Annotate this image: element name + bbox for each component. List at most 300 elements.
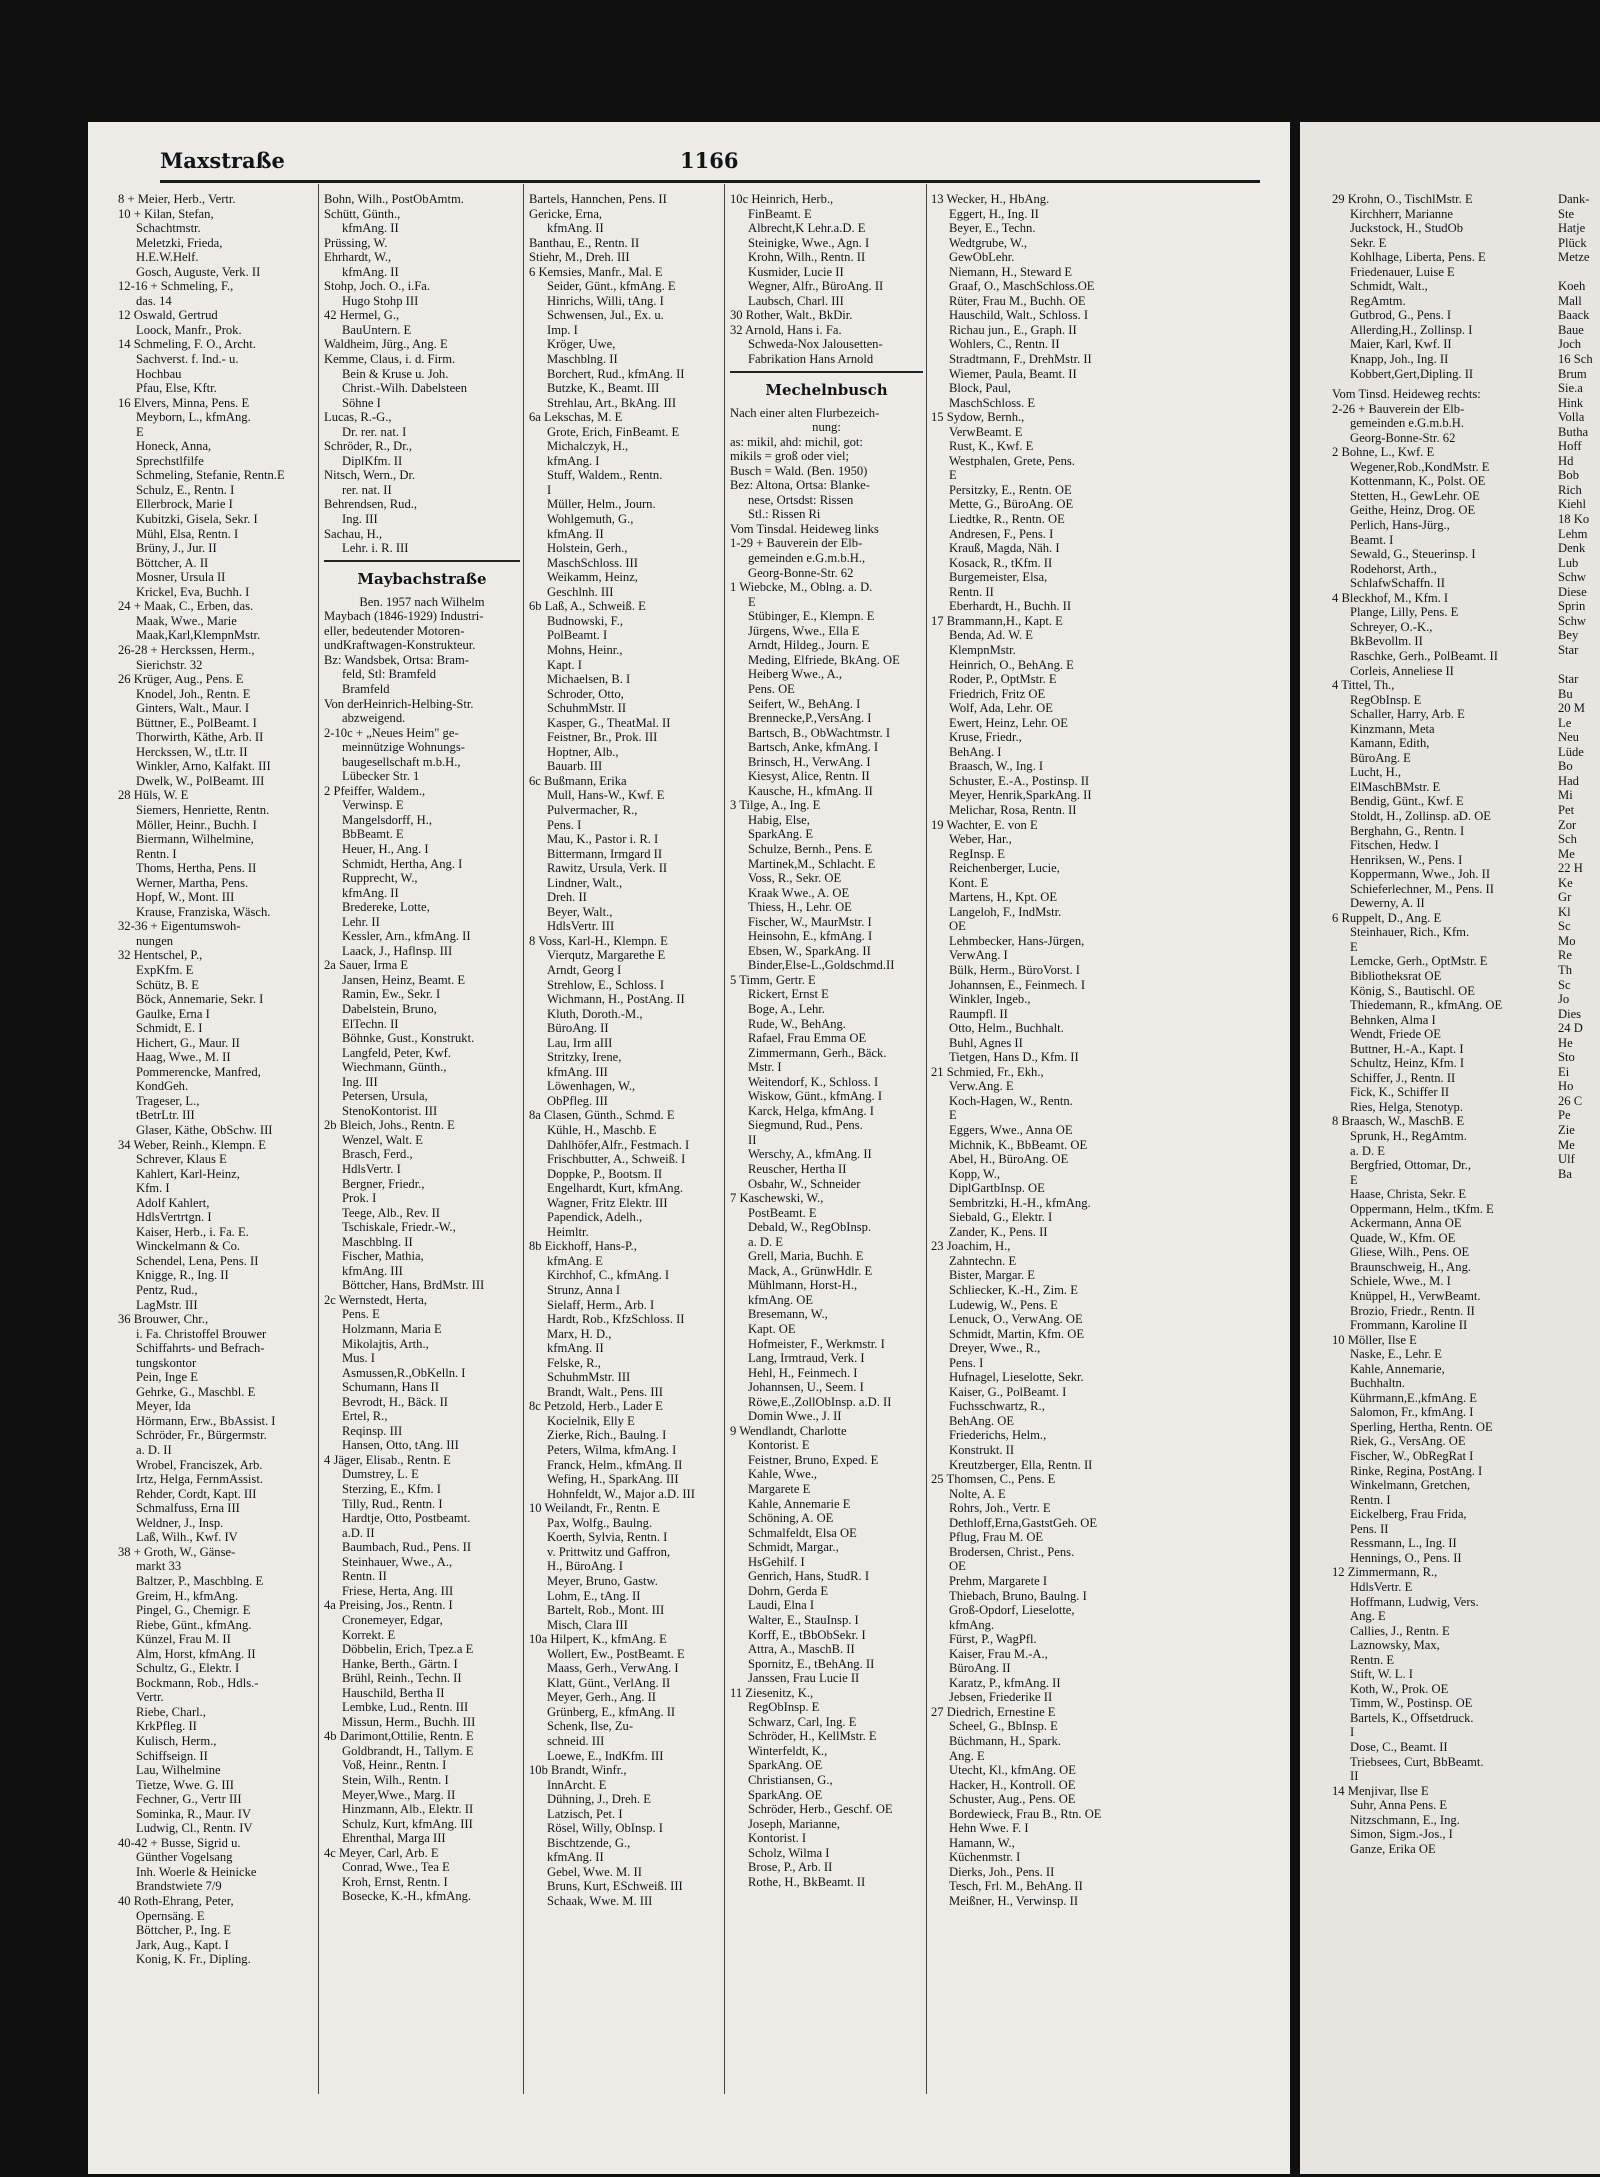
directory-entry: Papendick, Adelh.,	[547, 1210, 643, 1225]
directory-entry: E	[949, 1108, 957, 1123]
directory-entry: Büttner, E., PolBeamt. I	[136, 715, 257, 730]
directory-entry: Kausche, H., kfmAng. II	[748, 783, 873, 798]
directory-entry: Rupprecht, W.,	[342, 871, 418, 886]
directory-entry: Wegner, Alfr., BüroAng. II	[748, 279, 884, 294]
directory-entry: Behnken, Alma I	[1350, 1012, 1436, 1027]
next-page-column	[1332, 192, 1532, 2122]
directory-entry: 10 + Kilan, Stefan,	[118, 206, 214, 221]
directory-entry: Beyer, E., Techn.	[949, 221, 1036, 236]
directory-entry: 12 Oswald, Gertrud	[118, 308, 218, 323]
directory-entry: Pax, Wolfg., Baulng.	[547, 1515, 653, 1530]
directory-entry: Pens. E	[342, 1307, 380, 1322]
directory-entry: 8 Braasch, W., MaschB. E	[1332, 1114, 1465, 1129]
directory-entry: 36 Brouwer, Chr.,	[118, 1312, 209, 1327]
cut-entry: Ste	[1558, 206, 1575, 221]
cut-entry: Brum	[1558, 366, 1587, 381]
directory-entry: Salomon, Fr., kfmAng. I	[1350, 1405, 1474, 1420]
directory-entry: Rothe, H., BkBeamt. II	[748, 1874, 866, 1889]
directory-entry: Westphalen, Grete, Pens.	[949, 453, 1075, 468]
directory-entry: BehAng. I	[949, 744, 1002, 759]
directory-entry: 13 Wecker, H., HbAng.	[931, 192, 1050, 206]
directory-entry: Bez: Altona, Ortsa: Blanke-	[730, 478, 870, 493]
directory-entry: Riebe, Charl.,	[136, 1704, 206, 1719]
directory-entry: Michaelsen, B. I	[547, 672, 631, 687]
directory-entry: Schmidt, Walt.,	[1350, 279, 1428, 294]
directory-entry: mikils = groß oder viel;	[730, 449, 850, 464]
directory-entry: Scheel, G., BbInsp. E	[949, 1719, 1058, 1734]
directory-entry: Hoffmann, Ludwig, Vers.	[1350, 1594, 1479, 1609]
directory-entry: Missun, Herm., Buchh. III	[342, 1714, 476, 1729]
directory-entry: Kaiser, G., PolBeamt. I	[949, 1384, 1067, 1399]
directory-entry: Löwenhagen, W.,	[547, 1079, 636, 1094]
directory-entry: Schieferlechner, M., Pens. II	[1350, 881, 1494, 896]
directory-entry: Lenuck, O., VerwAng. OE	[949, 1312, 1083, 1327]
directory-entry: Braasch, W., Ing. I	[949, 759, 1044, 774]
directory-entry: Wefing, H., SparkAng. III	[547, 1472, 679, 1487]
directory-entry: Beamt. I	[1350, 532, 1394, 547]
directory-entry: Herckssen, W., tLtr. II	[136, 744, 248, 759]
directory-entry: Wendt, Friede OE	[1350, 1027, 1441, 1042]
directory-entry: kfmAng. II	[547, 221, 604, 236]
directory-entry: H., BüroAng. I	[547, 1559, 623, 1574]
directory-entry: 10b Brandt, Winfr.,	[529, 1763, 627, 1778]
directory-entry: Gliese, Wilh., Pens. OE	[1350, 1245, 1470, 1260]
directory-entry: Schöning, A. OE	[748, 1511, 834, 1526]
directory-entry: Strehlau, Art., BkAng. III	[547, 395, 677, 410]
directory-entry: kfmAng. II	[547, 526, 604, 541]
directory-entry: 6a Lekschas, M. E	[529, 410, 623, 425]
cut-entry: 26 C	[1558, 1093, 1583, 1108]
directory-entry: Schiffseign. II	[136, 1748, 208, 1763]
directory-entry: Misch, Clara III	[547, 1617, 628, 1632]
directory-entry: Wagner, Fritz Elektr. III	[547, 1195, 668, 1210]
directory-entry: Juckstock, H., StudOb	[1350, 221, 1463, 236]
cut-entry: Pet	[1558, 802, 1575, 817]
directory-entry: RegAmtm.	[1350, 293, 1406, 308]
cut-entry: Sch	[1558, 832, 1577, 847]
directory-entry: Hörmann, Erw., BbAssist. I	[136, 1413, 276, 1428]
cut-entry: Sc	[1558, 919, 1571, 934]
directory-entry: Schröder, R., Dr.,	[324, 439, 412, 454]
directory-entry: Utecht, Kl., kfmAng. OE	[949, 1763, 1076, 1778]
directory-entry: Bister, Margar. E	[949, 1268, 1036, 1283]
directory-entry: Vertr.	[136, 1690, 164, 1705]
directory-entry: 40 Roth-Ehrang, Peter,	[118, 1893, 234, 1908]
directory-entry: nung:	[812, 420, 841, 435]
directory-entry: Verw.Ang. E	[949, 1079, 1014, 1094]
directory-entry: Müller, Helm., Journ.	[547, 497, 656, 512]
directory-entry: Bischtzende, G.,	[547, 1835, 631, 1850]
directory-entry: Graaf, O., MaschSchloss.OE	[949, 279, 1095, 294]
directory-entry: Schmalfuss, Erna III	[136, 1501, 240, 1516]
directory-entry: Heinsohn, E., kfmAng. I	[748, 929, 873, 944]
directory-entry: 15 Sydow, Bernh.,	[931, 410, 1025, 425]
directory-entry: Tesch, Frl. M., BehAng. II	[949, 1879, 1083, 1894]
directory-entry: E	[1350, 1172, 1358, 1187]
directory-entry: 2b Bleich, Johs., Rentn. E	[324, 1118, 455, 1133]
directory-entry: Ben. 1957 nach Wilhelm	[359, 594, 485, 609]
directory-entry: 17 Brammann,H., Kapt. E	[931, 613, 1063, 628]
directory-entry: 4a Preising, Jos., Rentn. I	[324, 1598, 453, 1613]
directory-entry: kfmAng. III	[342, 1263, 403, 1278]
cut-entry: Zor	[1558, 817, 1577, 832]
directory-entry: Schultz, G., Elektr. I	[136, 1661, 240, 1676]
directory-entry: Jark, Aug., Kapt. I	[136, 1937, 229, 1952]
directory-entry: nese, Ortsdst: Rissen	[748, 492, 854, 507]
directory-entry: Kührmann,E.,kfmAng. E	[1350, 1390, 1477, 1405]
directory-entry: kfmAng. III	[547, 1064, 608, 1079]
directory-entry: Melichar, Rosa, Rentn. II	[949, 802, 1077, 817]
directory-entry: Stübinger, E., Klempn. E	[748, 609, 875, 624]
directory-entry: Stl.: Rissen Ri	[748, 507, 821, 522]
cut-entry: Me	[1558, 1137, 1575, 1152]
column-1	[118, 192, 313, 2122]
directory-entry: Lucas, R.-G.,	[324, 410, 392, 425]
directory-entry: Andresen, F., Pens. I	[949, 526, 1054, 541]
directory-entry: Rentn. E	[1350, 1652, 1395, 1667]
directory-entry: Dohrn, Gerda E	[748, 1583, 829, 1598]
directory-entry: PolBeamt. I	[547, 628, 608, 643]
directory-entry: 9 Wendlandt, Charlotte	[730, 1423, 847, 1438]
directory-entry: Hamann, W.,	[949, 1835, 1015, 1850]
directory-entry: 24 + Maak, C., Erben, das.	[118, 599, 254, 614]
directory-entry: E	[1350, 939, 1358, 954]
directory-entry: SchuhmMstr. II	[547, 701, 627, 716]
cut-entry: Butha	[1558, 424, 1589, 439]
page-header	[160, 146, 1260, 182]
directory-entry: Baltzer, P., Maschblng. E	[136, 1573, 264, 1588]
directory-entry: Schliecker, K.-H., Zim. E	[949, 1283, 1078, 1298]
directory-entry: 6c Bußmann, Erika	[529, 773, 627, 788]
directory-entry: Schmalfeldt, Elsa OE	[748, 1525, 857, 1540]
directory-entry: Kröger, Uwe,	[547, 337, 616, 352]
directory-entry: KondGeh.	[136, 1079, 189, 1094]
directory-entry: Ries, Helga, Stenotyp.	[1350, 1099, 1463, 1114]
directory-entry: Rentn. II	[342, 1569, 387, 1584]
directory-entry: Domin Wwe., J. II	[748, 1409, 842, 1424]
cut-entry: Mo	[1558, 933, 1576, 948]
directory-entry: Mühlmann, Horst-H.,	[748, 1278, 858, 1293]
directory-entry: Krause, Franziska, Wäsch.	[136, 904, 271, 919]
directory-entry: Oppermann, Helm., tKfm. E	[1350, 1201, 1494, 1216]
directory-entry: ObPfleg. III	[547, 1093, 608, 1108]
directory-entry: Binder,Else-L.,Goldschmd.II	[748, 958, 895, 973]
directory-entry: Stradtmann, F., DrehMstr. II	[949, 352, 1092, 367]
directory-entry: Pens. OE	[748, 681, 795, 696]
directory-entry: Hofmeister, F., Werkmstr. I	[748, 1336, 885, 1351]
directory-entry: Lucht, H.,	[1350, 765, 1402, 780]
directory-entry: Ing. III	[342, 512, 378, 527]
directory-entry: Frischbutter, A., Schweiß. I	[547, 1152, 686, 1167]
directory-entry: BüroAng. II	[949, 1661, 1011, 1676]
directory-entry: 12 Zimmermann, R.,	[1332, 1565, 1438, 1580]
directory-entry: Dwelk, W., PolBeamt. III	[136, 773, 265, 788]
directory-entry: 29 Krohn, O., TischlMstr. E	[1332, 192, 1473, 206]
directory-entry: 5 Timm, Gertr. E	[730, 972, 816, 987]
directory-entry: Krickel, Eva, Buchh. I	[136, 584, 250, 599]
directory-entry: Langfeld, Peter, Kwf.	[342, 1045, 451, 1060]
cut-entry: Jo	[1558, 992, 1570, 1007]
directory-entry: Mau, K., Pastor i. R. I	[547, 832, 659, 847]
directory-entry: Tilly, Rud., Rentn. I	[342, 1496, 443, 1511]
directory-entry: Mus. I	[342, 1351, 375, 1366]
directory-entry: Winkelmann, Gretchen,	[1350, 1478, 1471, 1493]
directory-entry: Böttcher, Hans, BrdMstr. III	[342, 1278, 485, 1293]
cut-entry: 22 H	[1558, 861, 1583, 876]
directory-entry: Korrekt. E	[342, 1627, 396, 1642]
directory-entry: SparkAng. OE	[748, 1787, 823, 1802]
directory-entry: Wohlers, C., Rentn. II	[949, 337, 1060, 352]
directory-entry: Weldner, J., Insp.	[136, 1515, 224, 1530]
directory-entry: Pens. II	[1350, 1521, 1389, 1536]
directory-entry: Hehn Wwe. F. I	[949, 1821, 1029, 1836]
directory-entry: BüroAng. E	[1350, 750, 1411, 765]
directory-entry: a. D. II	[136, 1443, 172, 1458]
column-3	[529, 192, 721, 2122]
directory-entry: Schmidt, Martin, Kfm. OE	[949, 1326, 1085, 1341]
directory-entry: Ellerbrock, Marie I	[136, 497, 233, 512]
directory-entry: Johannsen, U., Seem. I	[748, 1380, 864, 1395]
directory-entry: Konstrukt. II	[949, 1443, 1015, 1458]
directory-entry: Koch-Hagen, W., Rentn.	[949, 1093, 1073, 1108]
directory-entry: Schiele, Wwe., M. I	[1350, 1274, 1451, 1289]
directory-entry: Schulz, Kurt, kfmAng. III	[342, 1816, 473, 1831]
cut-entry: Volla	[1558, 410, 1585, 425]
directory-entry: Persitzky, E., Rentn. OE	[949, 482, 1072, 497]
cut-entry: Me	[1558, 846, 1575, 861]
directory-entry: Sprechstlfilfe	[136, 453, 204, 468]
directory-entry: Otto, Helm., Buchhalt.	[949, 1021, 1064, 1036]
directory-entry: 7 Kaschewski, W.,	[730, 1191, 824, 1206]
directory-entry: StenoKontorist. III	[342, 1103, 438, 1118]
column-divider	[724, 184, 725, 2094]
cut-entry: Baack	[1558, 308, 1590, 323]
directory-entry: Kahlert, Karl-Heinz,	[136, 1166, 240, 1181]
directory-entry: Küchenmstr. I	[949, 1850, 1021, 1865]
directory-entry: Haase, Christa, Sekr. E	[1350, 1187, 1467, 1202]
directory-entry: Stoldt, H., Zollinsp. aD. OE	[1350, 808, 1491, 823]
directory-entry: Arndt, Hildeg., Journ. E	[748, 638, 870, 653]
directory-entry: as: mikil, ahd: michil, got:	[730, 434, 863, 449]
directory-entry: Meding, Elfriede, BkAng. OE	[748, 652, 900, 667]
cut-entry: Bo	[1558, 759, 1573, 774]
cut-entry: Koeh	[1558, 279, 1586, 294]
directory-entry: Geschlnh. III	[547, 584, 614, 599]
cut-entry: Kl	[1558, 904, 1571, 919]
directory-entry: Stein, Wilh., Rentn. I	[342, 1772, 449, 1787]
directory-entry: Kahle, Annemarie E	[748, 1496, 851, 1511]
directory-entry: 42 Hermel, G.,	[324, 308, 400, 323]
directory-entry: nungen	[136, 933, 174, 948]
directory-entry: markt 33	[136, 1559, 182, 1574]
directory-entry: Fuchsschwartz, R.,	[949, 1399, 1045, 1414]
directory-entry: Kahle, Wwe.,	[748, 1467, 818, 1482]
cut-entry: Le	[1558, 715, 1572, 730]
directory-entry: Seider, Günt., kfmAng. E	[547, 279, 676, 294]
directory-entry: Bartels, Hannchen, Pens. II	[529, 192, 667, 206]
directory-entry: gemeinden e.G.m.b.H.,	[748, 551, 866, 566]
directory-entry: BkBevollm. II	[1350, 634, 1423, 649]
cut-entry: Pe	[1558, 1108, 1571, 1123]
directory-entry: Maybach (1846-1929) Industri-	[324, 609, 484, 624]
directory-entry: 8b Eickhoff, Hans-P.,	[529, 1239, 637, 1254]
directory-entry: Wedtgrube, W.,	[949, 235, 1028, 250]
cut-entry: Sie.a	[1558, 381, 1583, 396]
cut-entry: 16 Sch	[1558, 352, 1593, 367]
directory-entry: 8a Clasen, Günth., Schmd. E	[529, 1108, 675, 1123]
header-rule	[160, 180, 1260, 183]
directory-entry: Stuff, Waldem., Rentn.	[547, 468, 663, 483]
directory-entry: Fischer, Mathia,	[342, 1249, 424, 1264]
cut-entry: Had	[1558, 773, 1579, 788]
cut-entry: Ulf	[1558, 1152, 1575, 1167]
directory-entry: Günther Vogelsang	[136, 1850, 233, 1865]
page-number: 1166	[680, 148, 739, 173]
cut-entry: Hink	[1558, 395, 1584, 410]
directory-entry: Brennecke,P.,VersAng. I	[748, 711, 872, 726]
directory-entry: 4b Darimont,Ottilie, Rentn. E	[324, 1729, 474, 1744]
cut-entry: Ke	[1558, 875, 1573, 890]
directory-entry: Strehlow, E., Schloss. I	[547, 977, 665, 992]
directory-entry: kfmAng.	[949, 1617, 995, 1632]
directory-entry: Schuster, Aug., Pens. OE	[949, 1792, 1076, 1807]
directory-entry: Greim, H., kfmAng.	[136, 1588, 239, 1603]
cut-entry: Joch	[1558, 337, 1582, 352]
directory-entry: Laß, Wilh., Kwf. IV	[136, 1530, 238, 1545]
directory-entry: Sachverst. f. Ind.- u.	[136, 352, 239, 367]
directory-entry: Wichmann, H., PostAng. II	[547, 992, 685, 1007]
directory-entry: Budnowski, F.,	[547, 613, 623, 628]
directory-entry: Sembritzki, H.-H., kfmAng.	[949, 1195, 1091, 1210]
directory-entry: Wohlgemuth, G.,	[547, 512, 634, 527]
directory-entry: GewObLehr.	[949, 250, 1015, 265]
directory-entry: Schendel, Lena, Pens. II	[136, 1253, 259, 1268]
directory-entry: Böttcher, A. II	[136, 555, 209, 570]
cut-entry: Schw	[1558, 613, 1586, 628]
directory-entry: Debald, W., RegObInsp.	[748, 1220, 872, 1235]
directory-entry: Brinsch, H., VerwAng. I	[748, 754, 871, 769]
directory-entry: Kessler, Arn., kfmAng. II	[342, 929, 471, 944]
directory-entry: Walter, E., StauInsp. I	[748, 1612, 859, 1627]
directory-entry: baugesellschaft m.b.H.,	[342, 754, 461, 769]
directory-entry: Braunschweig, H., Ang.	[1350, 1259, 1472, 1274]
directory-entry: Döbbelin, Erich, Tpez.a E	[342, 1642, 474, 1657]
directory-entry: Schröder, H., KellMstr. E	[748, 1729, 877, 1744]
street-title: Maxstraße	[160, 148, 285, 173]
cut-entry: Metze	[1558, 250, 1590, 265]
directory-entry: Bevrodt, H., Bäck. II	[342, 1394, 448, 1409]
directory-entry: 6 Ruppelt, D., Ang. E	[1332, 910, 1442, 925]
directory-entry: Lehmbecker, Hans-Jürgen,	[949, 933, 1085, 948]
cut-entry: 24 D	[1558, 1021, 1583, 1036]
directory-entry: Sprunk, H., RegAmtm.	[1350, 1129, 1467, 1143]
directory-entry: Margarete E	[748, 1482, 811, 1497]
directory-entry: Bibliotheksrat OE	[1350, 968, 1442, 983]
directory-entry: Schiffahrts- und Befrach-	[136, 1341, 265, 1356]
directory-entry: Pingel, G., Chemigr. E	[136, 1603, 251, 1618]
column-divider	[318, 184, 319, 2094]
directory-entry: kfmAng. II	[342, 264, 399, 279]
directory-entry: Niemann, H., Steward E	[949, 264, 1073, 279]
directory-entry: Prok. I	[342, 1191, 377, 1206]
directory-entry: Bruns, Kurt, ESchweiß. III	[547, 1879, 683, 1894]
directory-entry: Fabrikation Hans Arnold	[748, 352, 874, 367]
directory-entry: Mull, Hans-W., Kwf. E	[547, 788, 665, 803]
directory-entry: Heinrich, O., BehAng. E	[949, 657, 1074, 672]
directory-entry: gemeinden e.G.m.b.H.	[1350, 416, 1465, 431]
directory-entry: Reuscher, Hertha II	[748, 1162, 847, 1176]
directory-entry: Schütz, B. E	[136, 977, 199, 992]
directory-entry: Hoptner, Alb.,	[547, 744, 619, 759]
cut-entry: Mall	[1558, 293, 1582, 308]
directory-entry: Schwensen, Jul., Ex. u.	[547, 308, 664, 323]
directory-entry: Kemme, Claus, i. d. Firm.	[324, 352, 456, 367]
directory-entry: Rodehorst, Arth.,	[1350, 561, 1437, 576]
directory-entry: Ehrhardt, W.,	[324, 250, 392, 265]
directory-entry: Sielaff, Herm., Arb. I	[547, 1297, 655, 1312]
directory-entry: Meißner, H., Verwinsp. II	[949, 1893, 1079, 1908]
directory-entry: Boge, A., Lehr.	[748, 1001, 825, 1016]
directory-entry: Winterfeldt, K.,	[748, 1743, 828, 1758]
cut-entry: Ei	[1558, 1064, 1570, 1079]
cut-entry: Schw	[1558, 570, 1586, 585]
cut-entry: Plück	[1558, 235, 1587, 250]
directory-entry: Bresemann, W.,	[748, 1307, 828, 1322]
directory-entry: Schröder, Fr., Bürgermstr.	[136, 1428, 267, 1443]
cut-entry: Hd	[1558, 453, 1574, 468]
next-page-edge	[1300, 122, 1600, 2174]
cut-entry: Mi	[1558, 788, 1573, 803]
directory-entry: Tietgen, Hans D., Kfm. II	[949, 1050, 1079, 1065]
cut-entry: Baue	[1558, 322, 1584, 337]
directory-entry: Michalczyk, H.,	[547, 439, 629, 454]
directory-entry: das. 14	[136, 293, 172, 308]
directory-entry: Raumpfl. II	[949, 1006, 1008, 1021]
directory-entry: BauUntern. E	[342, 322, 412, 337]
directory-entry: Dierks, Joh., Pens. II	[949, 1864, 1055, 1879]
directory-entry: Hardtje, Otto, Postbeamt.	[342, 1511, 471, 1526]
directory-entry: Mikolajtis, Arth.,	[342, 1336, 429, 1351]
directory-entry: Ang. E	[949, 1748, 985, 1763]
directory-entry: 38 + Groth, W., Gänse-	[118, 1544, 236, 1559]
directory-entry: Johannsen, E., Feinmech. I	[949, 977, 1086, 992]
directory-entry: 11 Ziesenitz, K.,	[730, 1685, 814, 1700]
directory-entry: Hauschild, Bertha II	[342, 1685, 445, 1700]
directory-entry: 16 Elvers, Minna, Pens. E	[118, 395, 250, 410]
directory-entry: 10c Heinrich, Herb.,	[730, 192, 834, 206]
directory-entry: Schmidt, E. I	[136, 1021, 203, 1036]
directory-entry: Eberhardt, H., Buchh. II	[949, 599, 1072, 614]
directory-entry: Attra, A., MaschB. II	[748, 1642, 855, 1657]
directory-entry: Weber, Har.,	[949, 832, 1012, 847]
directory-entry: Koppermann, Wwe., Joh. II	[1350, 867, 1491, 882]
directory-entry: Kaiser, Herb., i. Fa. E.	[136, 1224, 249, 1239]
directory-entry: Grell, Maria, Buchh. E	[748, 1249, 864, 1264]
directory-entry: Seifert, W., BehAng. I	[748, 696, 861, 711]
cut-entry	[1558, 658, 1600, 673]
directory-entry: Franck, Helm., kfmAng. II	[547, 1457, 683, 1472]
directory-entry: Kirchherr, Marianne	[1350, 206, 1453, 221]
directory-entry: Buttner, H.-A., Kapt. I	[1350, 1041, 1464, 1056]
directory-entry: Voss, R., Sekr. OE	[748, 871, 842, 886]
directory-entry: Prehm, Margarete I	[949, 1573, 1048, 1588]
directory-entry: Felske, R.,	[547, 1355, 601, 1370]
directory-entry: BüroAng. II	[547, 1021, 609, 1036]
directory-entry: Lemcke, Gerh., OptMstr. E	[1350, 954, 1488, 969]
directory-entry: Burgemeister, Elsa,	[949, 570, 1048, 585]
directory-entry: Werner, Martha, Pens.	[136, 875, 249, 890]
directory-entry: Holzmann, Maria E	[342, 1322, 442, 1337]
